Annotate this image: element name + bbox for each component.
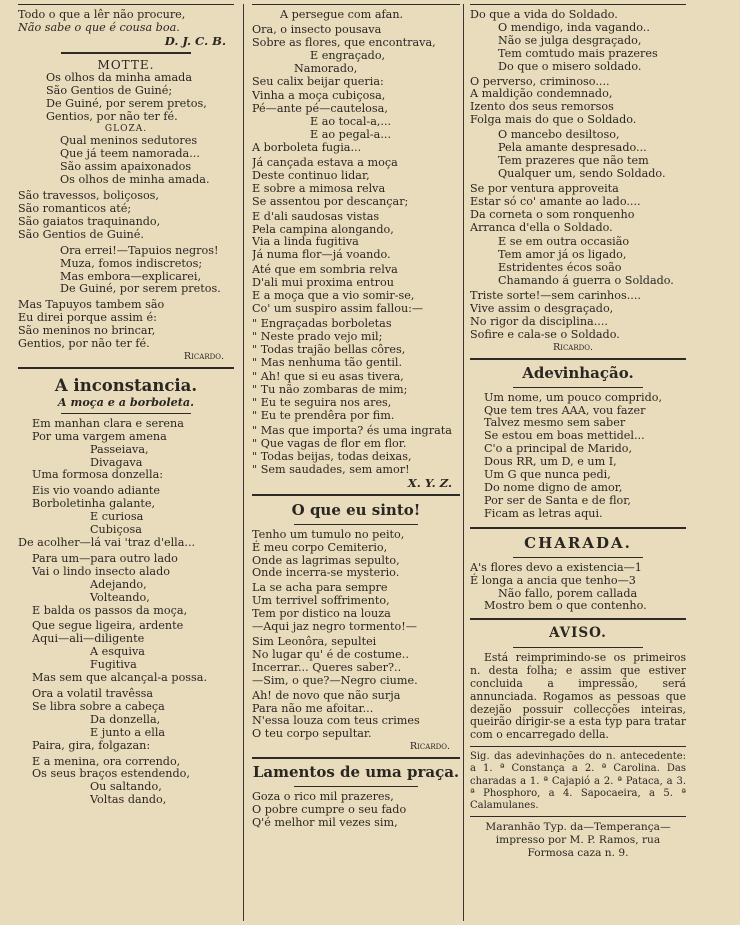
answers-note: Sig. das adevinhações do n. antecedente: a 1. ª Constança a 2. ª Carolina. Das charadas a 1. ª Cajapió a 2. ª Pataca, a 3. ª Phosphoro, a 4. Sapocaeira, a 5. ª Calamulanes.	[470, 750, 686, 812]
verse-line: Que segue ligeira, ardente	[32, 619, 184, 633]
verse-line: E sobre a mimosa relva	[252, 181, 386, 195]
verse-line: Mas embora—explicarei,	[60, 269, 202, 283]
verse-line: Muza, fomos indiscretos;	[60, 256, 203, 270]
glosa-stanza	[18, 245, 234, 297]
top-rule	[252, 4, 460, 5]
verse-line: Estar só co' amante ao lado....	[470, 194, 641, 208]
verse-line: " Todas beijas, todas deixas,	[252, 449, 412, 463]
verse-line: O mendigo, inda vagando..	[498, 20, 650, 34]
verse-line: Ah! de novo que não surja	[252, 688, 401, 702]
verse-line: " Sem saudades, sem amor!	[252, 462, 410, 476]
verse-line: Talvez mesmo sem saber	[484, 416, 626, 430]
verse-line: Divagava	[90, 455, 143, 469]
stanza	[18, 485, 234, 550]
poem-title: A inconstancia.	[54, 375, 198, 395]
top-rule	[18, 4, 234, 5]
verse-line: Ficam as letras aqui.	[484, 506, 603, 520]
verse-line: Tem comtudo mais prazeres	[498, 46, 658, 60]
verse-line: Um G que nunca pedi,	[484, 468, 611, 482]
divider	[252, 757, 460, 759]
verse-line: D'ali mui proxima entrou	[252, 276, 394, 290]
stanza	[252, 90, 460, 155]
verse-line: Do que a vida do Soldado.	[470, 8, 618, 21]
verse-line: Do que o misero soldado.	[498, 59, 642, 73]
verse-line: Passeiava,	[90, 442, 149, 456]
verse-line: São meninos no brincar,	[18, 324, 156, 338]
divider	[470, 527, 686, 529]
charade	[470, 562, 686, 614]
verse-line: Um nome, um pouco comprido,	[484, 390, 663, 404]
verse-line: Da donzella,	[90, 712, 161, 726]
verse-line: A persegue com afan.	[280, 8, 404, 21]
verse-line: Via a linda fugitiva	[252, 235, 359, 249]
verse-line: Q'é melhor mil vezes sim,	[252, 816, 398, 830]
poem-title: O que eu sinto!	[291, 500, 421, 519]
divider	[470, 746, 686, 747]
verse-line: Tem por distico na louza	[252, 607, 391, 621]
verse-line: La se acha para sempre	[252, 581, 388, 595]
verse-line: A's flores devo a existencia—1	[470, 560, 642, 574]
verse-line: E se em outra occasião	[498, 235, 630, 249]
verse-line: Para não me afoitar...	[252, 701, 374, 715]
divider	[470, 618, 686, 620]
verse-line: Deste continuo lidar,	[252, 168, 370, 182]
glosa-stanza	[18, 190, 234, 242]
verse-line: " Ah! que si eu asas tivera,	[252, 370, 404, 384]
verse-line: São gaiatos traquinando,	[18, 214, 161, 228]
verse-line: E junto a ella	[90, 725, 166, 739]
divider	[513, 557, 643, 558]
stanza	[252, 371, 460, 423]
stanza	[18, 553, 234, 618]
poem-signature: Ricardo.	[409, 741, 450, 753]
verse-line: Folga mais do que o Soldado.	[470, 113, 637, 127]
verse-line: Izento dos seus remorsos	[470, 100, 614, 114]
verse-line: Voltas dando,	[90, 793, 167, 807]
stanza	[252, 24, 460, 89]
verse-line: O pobre cumpre o seu fado	[252, 803, 407, 817]
verse-line: Para um—para outro lado	[32, 551, 178, 565]
stanza	[470, 236, 686, 288]
verse-line: Vai o lindo insecto alado	[32, 564, 170, 578]
verse-line: Estridentes écos soão	[498, 261, 622, 275]
verse-line: Vinha a moça cubiçosa,	[252, 89, 386, 103]
verse-line: O teu corpo sepultar.	[252, 727, 372, 741]
verse-line: Sobre as flores, que encontrava,	[252, 35, 436, 49]
verse-line: Mas sem que alcançal-a possa.	[32, 671, 208, 685]
poem-title: Lamentos de uma praça.	[252, 763, 460, 782]
divider	[18, 367, 234, 369]
imprint-line: impresso por M. P. Ramos, rua	[495, 834, 661, 846]
verse-line: A borboleta fugia...	[252, 141, 362, 155]
divider	[61, 413, 191, 414]
verse-line: Que já teem namorada...	[60, 147, 200, 161]
verse-line: " Eu te prendêra por fim.	[252, 409, 395, 423]
verse-line: " Mas nenhuma tão gentil.	[252, 355, 403, 369]
verse-line: Pela campina alongando,	[252, 222, 394, 236]
column-2	[252, 0, 460, 925]
verse-line: Ora a volatil travêssa	[32, 686, 154, 700]
divider	[61, 52, 191, 54]
stanza	[470, 76, 686, 128]
verse-line: Se por ventura approveita	[470, 181, 619, 195]
verse-line: A esquiva	[90, 645, 145, 659]
notice-text: Está reimprimindo-se os primeiros n. desta folha; e assim que estiver concluida a impressão, será annunciada. Rogamos as pessoas que dezejão possuir collecções inteiras, queirão dirigir-se a esta typ para tratar com o encarregado della.	[470, 651, 686, 742]
verse-line: Aqui—ali—diligente	[32, 632, 145, 646]
verse-line: Os seus braços estendendo,	[32, 767, 190, 781]
poem-signature: Ricardo.	[552, 341, 594, 353]
stanza	[252, 211, 460, 263]
verse-line: Volteando,	[90, 590, 150, 604]
stanza	[18, 418, 234, 483]
divider	[294, 524, 419, 525]
verse-line: De acolher—lá vai 'traz d'ella...	[18, 536, 196, 549]
stanza	[252, 425, 460, 477]
epigraph-line: Todo o que a lêr não procure,	[18, 8, 186, 21]
verse-line: C'o a principal de Marido,	[484, 442, 633, 456]
column-rule	[243, 4, 244, 921]
divider	[470, 816, 686, 817]
verse-line: Adejando,	[90, 577, 147, 591]
verse-line: No lugar qu' é de costume..	[252, 647, 409, 661]
stanza	[470, 290, 686, 342]
stanza	[252, 157, 460, 209]
verse-line: Sim Leonôra, sepultei	[252, 634, 377, 648]
verse-line: Eis vio voando adiante	[32, 484, 161, 498]
verse-line: Em manhan clara e serena	[32, 416, 184, 430]
column-1	[18, 0, 234, 925]
stanza	[252, 264, 460, 316]
verse-line: " Todas trajão bellas côres,	[252, 342, 406, 356]
verse-line: Ou saltando,	[90, 780, 162, 794]
verse-line: Se assentou por descançar;	[252, 194, 409, 208]
verse-line: Namorado,	[294, 61, 358, 75]
motte-title: MOTTE.	[97, 57, 155, 72]
verse-line: Qual meninos sedutores	[60, 134, 198, 148]
divider	[470, 358, 686, 360]
verse-line: Mas Tapuyos tambem são	[18, 298, 165, 312]
verse-line: Tem amor já os ligado,	[498, 248, 627, 262]
glosa-stanza	[18, 299, 234, 351]
verse-line: Arranca d'ella o Soldado.	[470, 220, 613, 234]
section-title: Adevinhação.	[522, 363, 634, 382]
column-3	[470, 0, 686, 925]
verse-line: Por ser de Santa e de flor,	[484, 493, 631, 507]
verse-line: Dous RR, um D, e um I,	[484, 455, 617, 469]
verse-line: " Engraçadas borboletas	[252, 316, 392, 330]
verse-line: Fugitiva	[90, 658, 137, 672]
verse-line: " Neste prado vejo mil;	[252, 329, 383, 343]
verse-line: Já cançada estava a moça	[252, 155, 398, 169]
verse-line: Os olhos da minha amada	[46, 70, 193, 84]
verse-line: São romanticos até;	[18, 201, 132, 215]
verse-line: Ora errei!—Tapuios negros!	[60, 243, 219, 257]
poem-subtitle: A moça e a borboleta.	[57, 394, 195, 409]
verse-line: Incerrar... Queres saber?..	[252, 660, 402, 674]
verse-line: E ao pegal-a...	[310, 128, 391, 142]
section-title: CHARADA.	[524, 533, 632, 552]
glosa-title: GLOZA.	[104, 124, 148, 135]
verse-line: São travessos, boliçosos,	[18, 189, 159, 203]
stanza	[252, 636, 460, 688]
verse-line: Que tem tres AAA, vou fazer	[484, 403, 646, 417]
verse-line: Paira, gira, folgazan:	[32, 738, 151, 752]
verse-line: São Gentios de Guiné;	[46, 83, 173, 97]
verse-line: —Aqui jaz negro tormento!—	[252, 620, 417, 634]
stanza	[18, 756, 234, 808]
riddle	[470, 392, 686, 521]
verse-line: São Gentios de Guiné.	[18, 227, 144, 241]
verse-line: E balda os passos da moça,	[32, 603, 188, 617]
verse-line: Gentios, por não ter fé.	[18, 337, 150, 351]
verse-line: E d'ali saudosas vistas	[252, 209, 380, 223]
verse-line: Tem prazeres que não tem	[498, 153, 649, 167]
verse-line: E engraçado,	[310, 48, 386, 62]
verse-line: Pela amante despresado...	[498, 141, 647, 155]
epigraph-line: Não sabe o que é cousa boa.	[18, 20, 180, 34]
verse-line: Ora, o insecto pousava	[252, 22, 382, 36]
stanza	[470, 9, 686, 74]
stanza	[252, 318, 460, 370]
verse-line: Pé—ante pé—cautelosa,	[252, 102, 388, 116]
verse-line: Da corneta o som ronquenho	[470, 207, 635, 221]
verse-line: Tenho um tumulo no peito,	[252, 527, 405, 541]
verse-line: Se libra sobre a cabeça	[32, 699, 165, 713]
verse-line: " Mas que importa? és uma ingrata	[252, 424, 452, 438]
epigraph	[18, 9, 234, 48]
verse-line: E a moça que a vio somir-se,	[252, 289, 415, 303]
stanza	[252, 582, 460, 634]
verse-line: Um terrivel soffrimento,	[252, 594, 390, 608]
verse-line: No rigor da disciplina....	[470, 314, 608, 328]
verse-line: Borboletinha galante,	[32, 497, 156, 511]
verse-line: " Que vagas de flor em flor.	[252, 437, 407, 450]
verse-line: Chamando á guerra o Soldado.	[498, 274, 674, 288]
verse-line: E curiosa	[90, 510, 144, 524]
verse-line: Não fallo, porem callada	[498, 586, 638, 600]
verse-line: De Guiné, por serem pretos.	[60, 282, 221, 296]
verse-line: Do nome digno de amor,	[484, 481, 623, 494]
epigraph-signature: D. J. C. B.	[164, 33, 226, 48]
verse-line: Sofire e cala-se o Soldado.	[470, 327, 620, 341]
verse-line: É longa a ancia que tenho—3	[470, 573, 636, 587]
verse-line: Seu calix beijar queria:	[252, 74, 384, 88]
poem-signature: Ricardo.	[183, 350, 224, 362]
divider	[513, 387, 643, 388]
divider	[252, 494, 460, 496]
verse-line: N'essa louza com teus crimes	[252, 714, 420, 728]
verse-line: Vive assim o desgraçado,	[470, 301, 614, 315]
top-rule	[470, 4, 686, 5]
glosa-stanza	[18, 135, 234, 187]
verse-line: Até que em sombria relva	[252, 263, 398, 277]
verse-line: Eu direi porque assim é:	[18, 311, 157, 325]
stanza	[18, 688, 234, 753]
stanza	[252, 529, 460, 581]
verse-line: Mostro bem o que contenho.	[484, 599, 647, 613]
motte-stanza	[18, 72, 234, 124]
verse-line: Gentios, por não ter fé.	[46, 109, 178, 123]
verse-line: Se estou em boas mettidel...	[484, 429, 645, 443]
divider	[513, 647, 643, 648]
section-title: AVISO.	[549, 625, 607, 642]
verse-line: O perverso, criminoso....	[470, 74, 610, 88]
verse-line: Já numa flor—já voando.	[252, 248, 391, 262]
verse-line: " Eu te seguira nos ares,	[252, 396, 392, 410]
verse-line: Goza o rico mil prazeres,	[252, 790, 394, 804]
verse-line: São assim apaixonados	[60, 160, 192, 174]
imprint-line: Formosa caza n. 9.	[527, 846, 629, 859]
verse-line: A maldição condemnado,	[470, 87, 613, 101]
verse-line: De Guiné, por serem pretos,	[46, 96, 207, 110]
verse-line: Não se julga desgraçado,	[498, 33, 642, 47]
stanza	[470, 129, 686, 181]
imprint-line: Maranhão Typ. da—Temperança—	[485, 821, 671, 834]
verse-line: —Sim, o que?—Negro ciume.	[252, 673, 418, 687]
verse-line: Os olhos de minha amada.	[60, 173, 210, 187]
divider	[294, 786, 419, 787]
stanza	[252, 690, 460, 742]
poem-signature: X. Y. Z.	[407, 475, 452, 490]
verse-line: Cubiçosa	[90, 523, 142, 537]
stanza	[470, 183, 686, 235]
column-rule	[463, 4, 464, 921]
verse-line: Por uma vargem amena	[32, 429, 167, 443]
stanza	[252, 791, 460, 830]
stanza	[18, 620, 234, 685]
verse-line: É meu corpo Cemiterio,	[252, 540, 388, 554]
verse-line: Onde incerra-se mysterio.	[252, 566, 400, 580]
verse-line: Triste sorte!—sem carinhos....	[470, 289, 641, 303]
imprint	[470, 821, 686, 859]
verse-line: Onde as lagrimas sepulto,	[252, 553, 400, 567]
verse-line: O mancebo desiltoso,	[498, 128, 620, 142]
verse-line: " Tu não zombaras de mim;	[252, 383, 408, 397]
verse-line: Qualquer um, sendo Soldado.	[498, 166, 666, 180]
verse-line: Co' um suspiro assim fallou:—	[252, 301, 424, 315]
verse-line: Uma formosa donzella:	[32, 468, 164, 482]
verse-line: E ao tocal-a,...	[310, 115, 392, 129]
verse-line: E a menina, ora correndo,	[32, 754, 181, 768]
